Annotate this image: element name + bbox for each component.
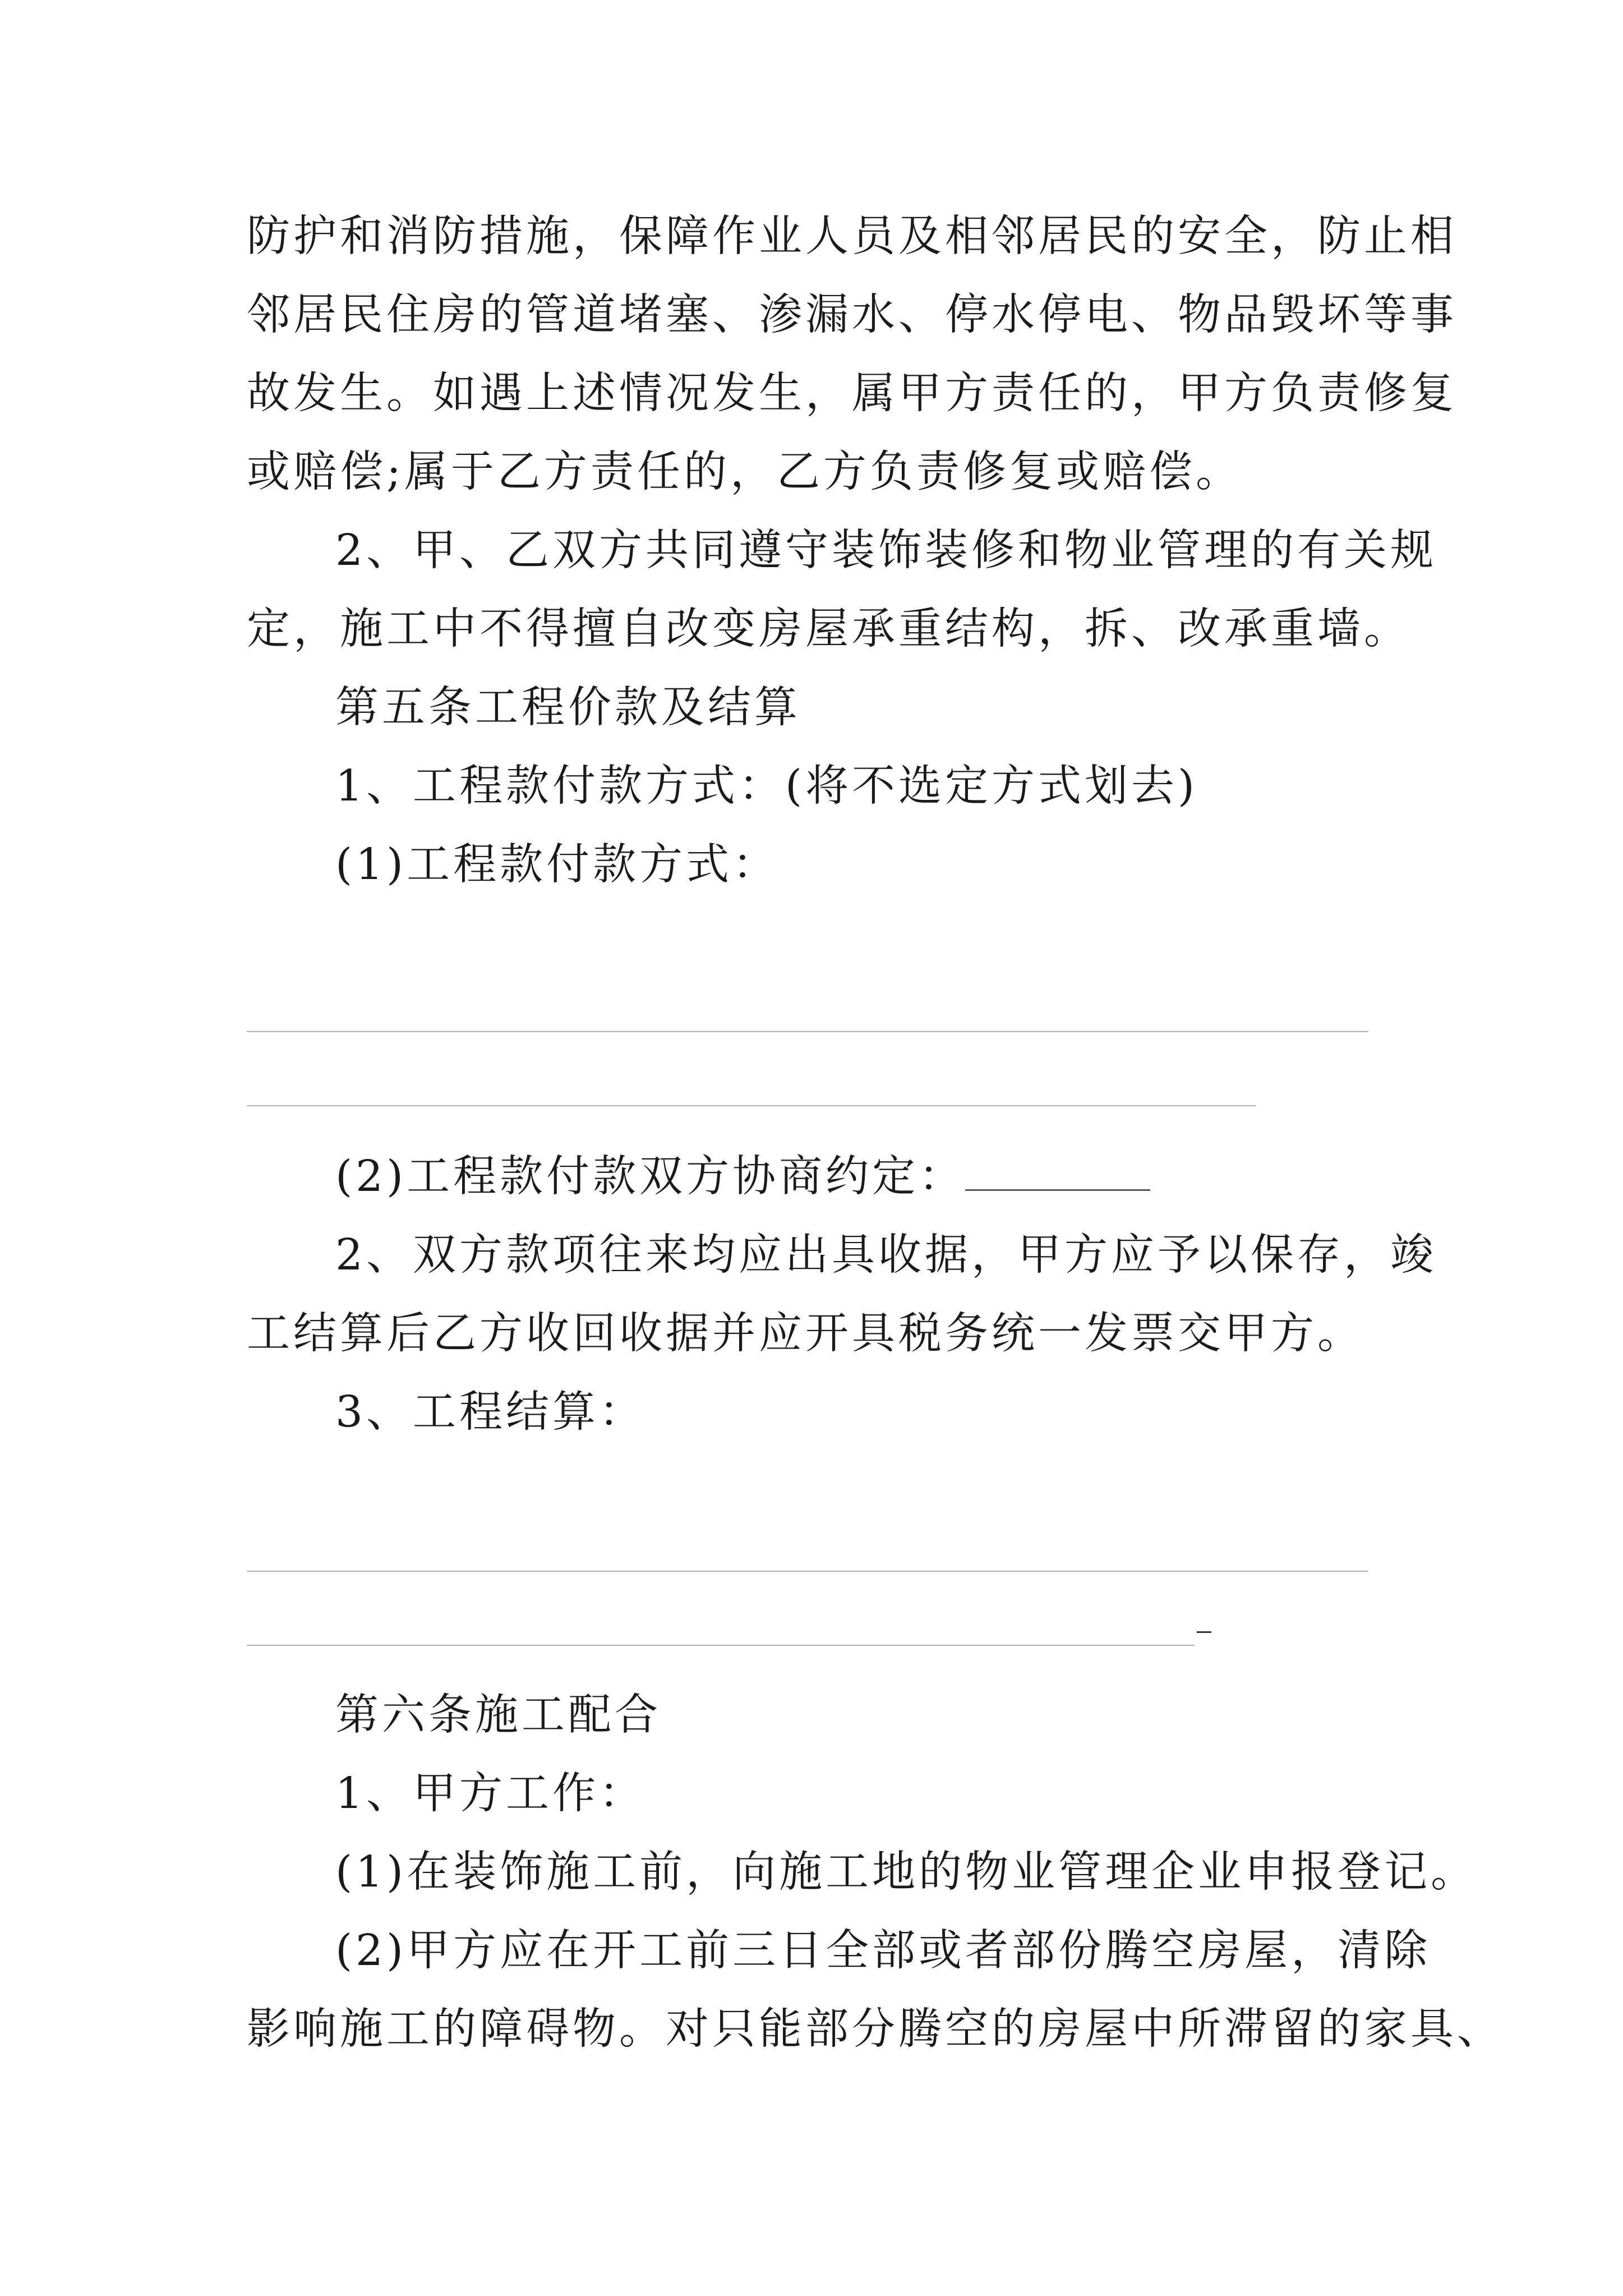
paragraph-line: (1)工程款付款方式：: [335, 840, 780, 890]
paragraph-line: 3、工程结算：: [335, 1387, 645, 1437]
paragraph-line: 工结算后乙方收回收据并应开具税务统一发票交甲方。: [247, 1309, 1364, 1359]
fill-in-rule: [247, 1031, 1368, 1032]
paragraph-line-text: (2)工程款付款双方协商约定：: [335, 1152, 966, 1202]
paragraph-line: 2、甲、乙双方共同遵守装饰装修和物业管理的有关规: [335, 526, 1437, 576]
paragraph-line: 或赔偿;属于乙方责任的，乙方负责修复或赔偿。: [247, 447, 1242, 497]
fill-in-rule: [247, 1105, 1256, 1106]
paragraph-line: 影响施工的障碍物。对只能部分腾空的房屋中所滞留的家具、: [247, 2004, 1504, 2054]
paragraph-line: 故发生。如遇上述情况发生，属甲方责任的，甲方负责修复: [247, 369, 1457, 418]
paragraph-line: 2、双方款项往来均应出具收据，甲方应予以保存，竣: [335, 1230, 1437, 1280]
fill-in-blank: [965, 1156, 1150, 1191]
fill-in-rule: [247, 1645, 1195, 1646]
section-heading: 第六条施工配合: [335, 1690, 661, 1740]
paragraph-line: (1)在装饰施工前，向施工地的物业管理企业申报登记。: [335, 1847, 1478, 1897]
paragraph-line: 定，施工中不得擅自改变房屋承重结构，拆、改承重墙。: [247, 604, 1410, 654]
paragraph-line: [335, 1149, 1479, 1205]
paragraph-line: 1、甲方工作：: [335, 1769, 645, 1819]
dash-mark: [1197, 1631, 1211, 1633]
paragraph-line: (2)甲方应在开工前三日全部或者部份腾空房屋，清除: [335, 1926, 1431, 1976]
paragraph-line: 邻居民住房的管道堵塞、渗漏水、停水停电、物品毁坏等事: [247, 290, 1457, 340]
paragraph-line: 1、工程款付款方式：(将不选定方式划去): [335, 761, 1198, 811]
fill-in-rule: [247, 1571, 1368, 1572]
section-heading: 第五条工程价款及结算: [335, 683, 801, 733]
paragraph-line: 防护和消防措施，保障作业人员及相邻居民的安全，防止相: [247, 211, 1457, 261]
